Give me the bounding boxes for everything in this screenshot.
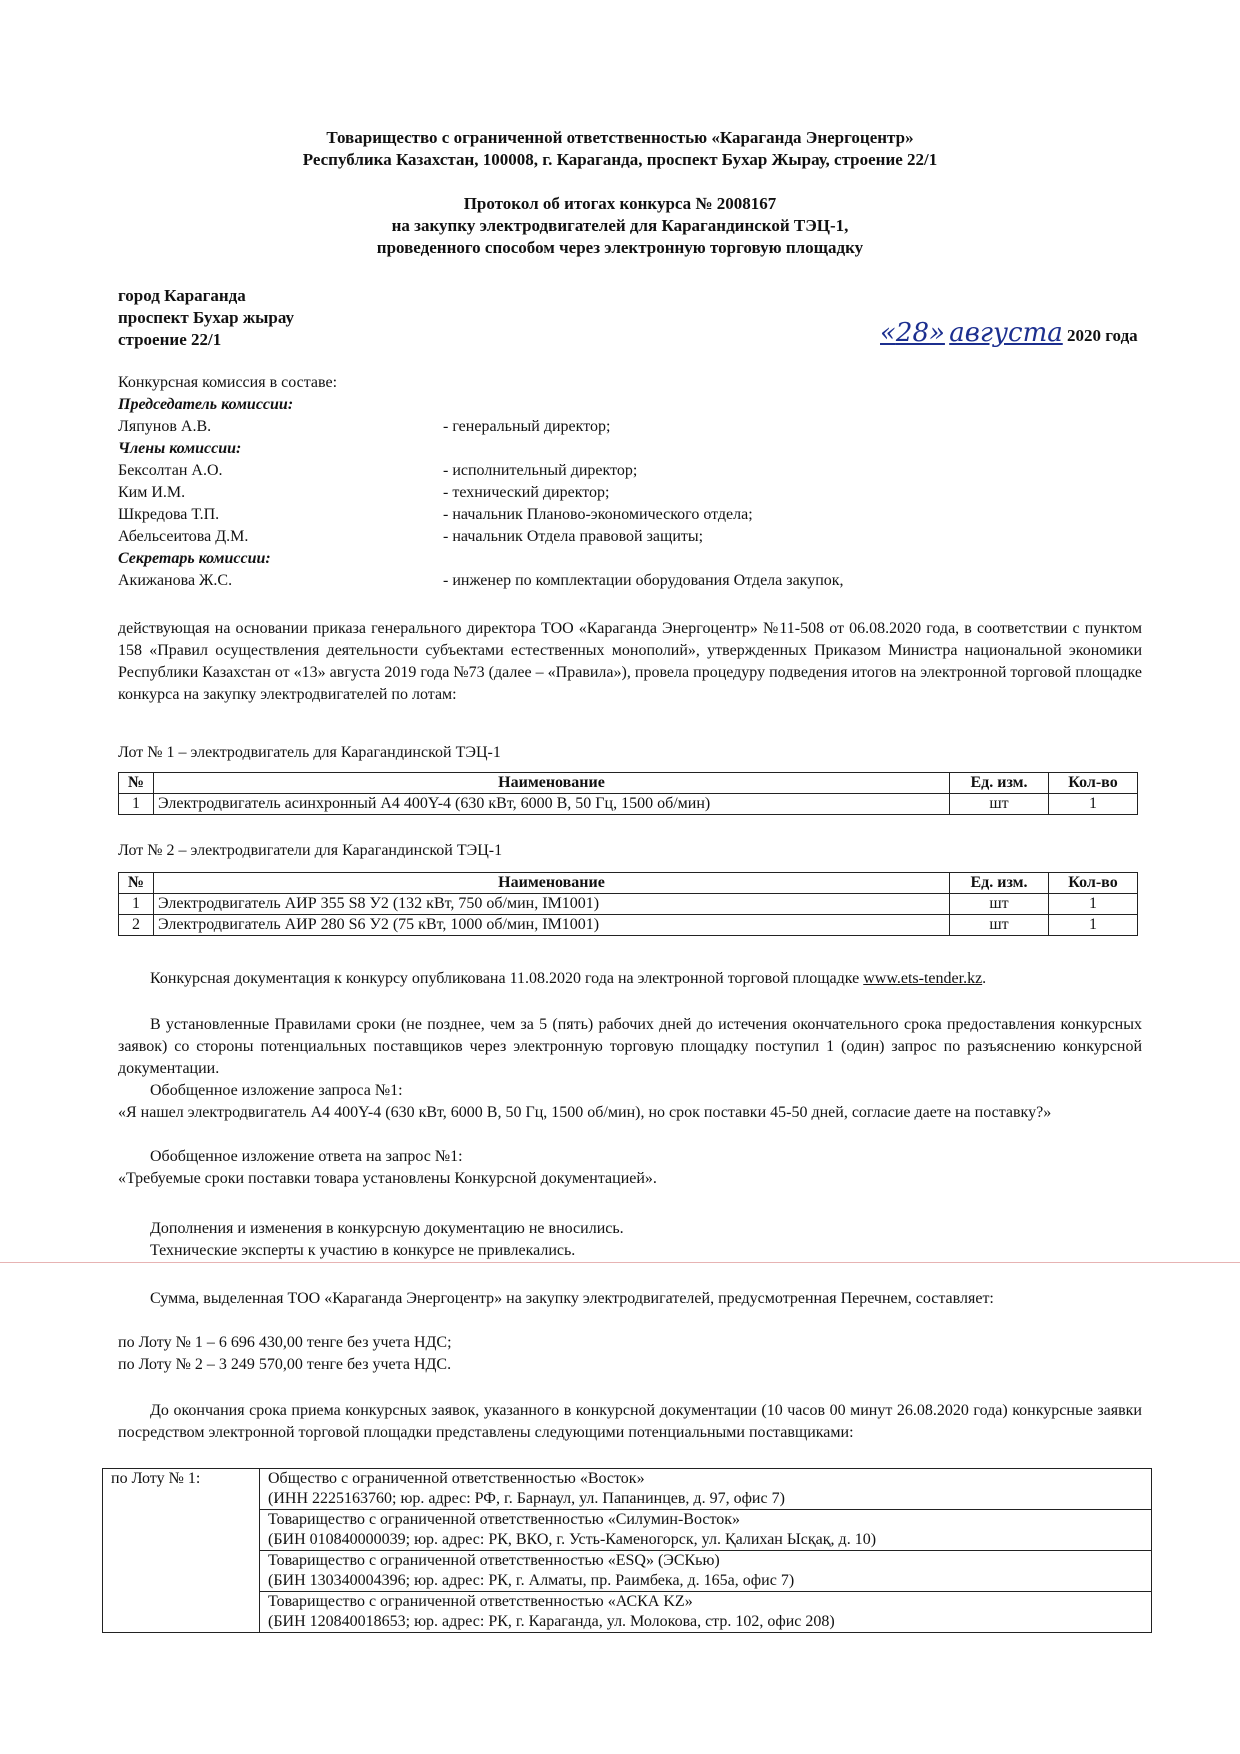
member-role: - технический директор;: [443, 484, 610, 501]
member-name: Абельсеитова Д.М.: [118, 528, 249, 545]
table-row: [103, 1510, 1152, 1551]
col-qty: Кол-во: [1049, 773, 1138, 794]
table-row: [103, 1592, 1152, 1633]
cell-qty: 1: [1049, 894, 1138, 915]
sum-lot1: по Лоту № 1 – 6 696 430,00 тенге без учета НДС;: [118, 1334, 452, 1351]
lot1-table: [118, 772, 1138, 815]
cell-unit: шт: [950, 915, 1049, 936]
bidder-name: Товарищество с ограниченной ответственностью «ESQ» (ЭСКью): [268, 1552, 720, 1569]
cell-unit: шт: [950, 794, 1049, 815]
date-day: 28: [895, 318, 930, 348]
col-number: №: [119, 873, 154, 894]
chair-role: - генеральный директор;: [443, 418, 611, 435]
member-role: - начальник Планово-экономического отдела;: [443, 506, 753, 523]
org-address: Республика Казахстан, 100008, г. Караганда, проспект Бухар Жырау, строение 22/1: [302, 150, 938, 169]
protocol-title: Протокол об итогах конкурса № 2008167: [463, 194, 777, 213]
table-row: [103, 1551, 1152, 1592]
publication-end: .: [982, 970, 987, 987]
protocol-date: [880, 318, 1138, 348]
place-building: строение 22/1: [118, 330, 222, 349]
protocol-subtitle: на закупку электродвигателей для Карагандинской ТЭЦ-1,: [391, 216, 849, 235]
col-number: №: [119, 773, 154, 794]
commission-intro: Конкурсная комиссия в составе:: [118, 374, 338, 391]
date-quote-close: »: [929, 318, 945, 348]
table-row: [119, 794, 1138, 815]
bidder-cell: [260, 1551, 1152, 1592]
no-changes-note: Дополнения и изменения в конкурсную документацию не вносились.: [150, 1220, 624, 1237]
requests-paragraph: В установленные Правилами сроки (не позднее, чем за 5 (пять) рабочих дней до истечения окончательного срока предоставления конкурсных заявок) со стороны потенциальных поставщиков через электронную торговую площадку поступил 1 (один) запрос по разъяснению конкурсной документации.: [118, 1016, 1142, 1077]
cell-name: Электродвигатель АИР 280 S6 У2 (75 кВт, 1000 об/мин, IM1001): [154, 915, 950, 936]
publication-text: Конкурсная документация к конкурсу опубликована 11.08.2020 года на электронной торговой площадке: [150, 970, 860, 987]
org-name: Товарищество с ограниченной ответственностью «Караганда Энергоцентр»: [326, 128, 914, 147]
secretary-role: - инженер по комплектации оборудования Отдела закупок,: [443, 572, 844, 589]
answer-text: «Требуемые сроки поставки товара установлены Конкурсной документацией».: [118, 1170, 657, 1187]
table-row: [103, 1469, 1152, 1510]
cell-name: Электродвигатель асинхронный А4 400Y-4 (630 кВт, 6000 В, 50 Гц, 1500 об/мин): [154, 794, 950, 815]
secretary-heading: Секретарь комиссии:: [118, 550, 271, 567]
col-unit: Ед. изм.: [950, 873, 1049, 894]
bidder-cell: [260, 1592, 1152, 1633]
scan-line: [0, 1262, 1240, 1263]
bidder-name: Общество с ограниченной ответственностью «Восток»: [268, 1470, 645, 1487]
secretary-name: Акижанова Ж.С.: [118, 572, 233, 589]
request-text: «Я нашел электродвигатель А4 400Y-4 (630 кВт, 6000 В, 50 Гц, 1500 об/мин), но срок поставки 45-50 дней, согласие даете на поставку?»: [118, 1104, 1052, 1121]
chair-name: Ляпунов А.В.: [118, 418, 212, 435]
table-header-row: [119, 873, 1138, 894]
bidder-details: (БИН 130340004396; юр. адрес: РК, г. Алматы, пр. Раимбека, д. 165а, офис 7): [268, 1572, 795, 1589]
table-header-row: [119, 773, 1138, 794]
col-name: Наименование: [154, 773, 950, 794]
ets-tender-link[interactable]: www.ets-tender.kz: [863, 970, 983, 987]
cell-number: 2: [119, 915, 154, 936]
member-name: Шкредова Т.П.: [118, 506, 220, 523]
date-year: 2020 года: [1067, 326, 1138, 345]
table-row: [119, 894, 1138, 915]
sum-lot2: по Лоту № 2 – 3 249 570,00 тенге без учета НДС.: [118, 1356, 452, 1373]
members-heading: Члены комиссии:: [118, 440, 242, 457]
bidder-cell: [260, 1469, 1152, 1510]
protocol-method: проведенного способом через электронную торговую площадку: [376, 238, 864, 257]
bidder-details: (БИН 120840018653; юр. адрес: РК, г. Караганда, ул. Молокова, стр. 102, офис 208): [268, 1613, 835, 1630]
bidders-table: [102, 1468, 1152, 1633]
bids-paragraph: До окончания срока приема конкурсных заявок, указанного в конкурсной документации (10 часов 00 минут 26.08.2020 года) конкурсные заявки посредством электронной торговой площадки представлены следующими потенциальными поставщиками:: [118, 1402, 1142, 1441]
bidder-cell: [260, 1510, 1152, 1551]
cell-unit: шт: [950, 894, 1049, 915]
lot1-title: Лот № 1 – электродвигатель для Карагандинской ТЭЦ-1: [118, 744, 501, 761]
member-role: - начальник Отдела правовой защиты;: [443, 528, 704, 545]
col-qty: Кол-во: [1049, 873, 1138, 894]
bidders-lot-label: по Лоту № 1:: [103, 1469, 260, 1633]
place-city: город Караганда: [118, 286, 246, 305]
lot2-title: Лот № 2 – электродвигатели для Карагандинской ТЭЦ-1: [118, 842, 503, 859]
date-quote-open: «: [880, 318, 896, 348]
col-name: Наименование: [154, 873, 950, 894]
lot2-table: [118, 872, 1138, 936]
place-street: проспект Бухар жырау: [118, 308, 295, 327]
member-name: Бексолтан А.О.: [118, 462, 223, 479]
basis-paragraph: действующая на основании приказа генерального директора ТОО «Караганда Энергоцентр» №11-508 от 06.08.2020 года, в соответствии с пунктом 158 «Правил осуществления деятельности субъектами естественных монополий», утвержденных Приказом Министра национальной экономики Республики Казахстан от «13» августа 2019 года №73 (далее – «Правила»), провела процедуру подведения итогов на электронной торговой площадке конкурса на закупку электродвигателей по лотам:: [118, 620, 1142, 703]
bidder-details: (ИНН 2225163760; юр. адрес: РФ, г. Барнаул, ул. Папанинцев, д. 97, офис 7): [268, 1490, 785, 1507]
cell-qty: 1: [1049, 915, 1138, 936]
cell-number: 1: [119, 894, 154, 915]
bidder-name: Товарищество с ограниченной ответственностью «АСКА KZ»: [268, 1593, 693, 1610]
request-heading: Обобщенное изложение запроса №1:: [150, 1082, 403, 1099]
bidder-name: Товарищество с ограниченной ответственностью «Силумин-Восток»: [268, 1511, 741, 1528]
no-experts-note: Технические эксперты к участию в конкурсе не привлекались.: [150, 1242, 576, 1259]
bidder-details: (БИН 010840000039; юр. адрес: РК, ВКО, г. Усть-Каменогорск, ул. Қалихан Ысқақ, д. 10): [268, 1531, 877, 1548]
table-row: [119, 915, 1138, 936]
col-unit: Ед. изм.: [950, 773, 1049, 794]
chair-heading: Председатель комиссии:: [118, 396, 294, 413]
publication-paragraph: [118, 968, 1142, 990]
date-month: августа: [949, 318, 1063, 348]
cell-number: 1: [119, 794, 154, 815]
member-name: Ким И.М.: [118, 484, 186, 501]
cell-name: Электродвигатель АИР 355 S8 У2 (132 кВт, 750 об/мин, IM1001): [154, 894, 950, 915]
member-role: - исполнительный директор;: [443, 462, 638, 479]
sum-paragraph: Сумма, выделенная ТОО «Караганда Энергоцентр» на закупку электродвигателей, предусмотренная Перечнем, составляет:: [150, 1290, 994, 1307]
cell-qty: 1: [1049, 794, 1138, 815]
answer-heading: Обобщенное изложение ответа на запрос №1:: [150, 1148, 463, 1165]
